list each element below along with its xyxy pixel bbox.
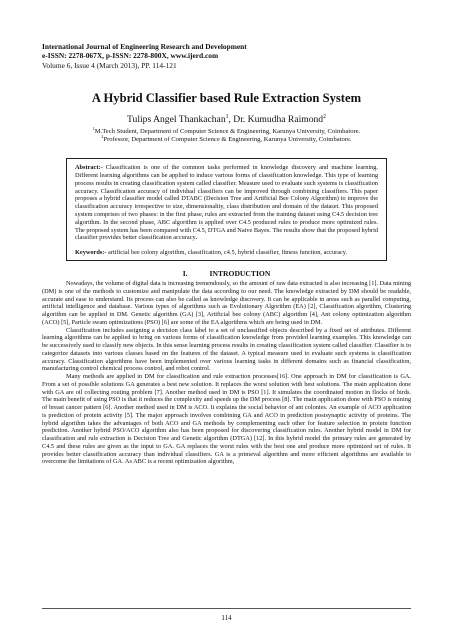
affiliation-2-text: Professor, Department of Computer Science & Engineering, Karunya University, Coimbatore.: [103, 136, 352, 144]
journal-volume: Volume 6, Issue 4 (March 2013), PP. 114-121: [42, 60, 177, 70]
section-number: I.: [182, 269, 188, 279]
paragraph: Nowadays, the volume of digital data is increasing tremendously, so the amount of raw data extracted is also increasing [1]. Data mining (DM) is one of the methods to customize and manipulate the data according to our need. The knowledge extracted by DM should be readable, accurate and ease to understand. Its process can also be called as knowledge discovery. It can be applicable in areas such as parallel computing, artificial intelligence and database. Various types of algorithms such as Evolutionary Algorithm (EA) [2], Classification algorithm, Clustering algorithm can be applied in DM. Genetic algorithm (GA) [3], Artificial bee colony (ABC) algorithm [4], Ant colony optimization algorithm (ACO) [5], Particle swam optimizations (PSO) [6] are some of the EA algorithms which are being used in DM.: [42, 280, 411, 326]
journal-issn: e-ISSN: 2278-067X, p-ISSN: 2278-800X, www.ijerd.com: [42, 51, 219, 61]
journal-header: [42, 42, 411, 70]
author-1: Tulips Angel Thankachan: [127, 113, 226, 125]
keywords-text: artificial bee colony algorithm, classification, c4.5, hybrid classifier, fitness function, accuracy.: [106, 249, 348, 257]
abstract-end-mark: .: [195, 234, 198, 242]
affiliation-2-sup: 2: [101, 133, 104, 139]
paragraph: Many methods are applied in DM for classification and rule extraction processes[16]. One approach in DM for classification is GA. From a set of possible solutions GA generates a best new solution. It replaces the worst solution with best solutions. The main application done with GA are oil collecting routing problem [7]. Another method used in DM is PSO [1]. It simulates the coordinated motion in flocks of birds. The main benefit of using PSO is that it reduces the complexity and speeds up the DM process [8]. The main application done with PSO is mining of breast cancer pattern [6]. Another method used in DM is ACO. It explains the social behavior of ant colonies. An example of ACO application is prediction of protein activity [5]. The major approach involves combining GA and ACO in prediction postsynaptic activity of proteins. The hybrid algorithm takes the advantages of both ACO and GA methods by complementing each other for feature selection in protein function prediction. Another hybrid PSO/ACO algorithm also has been proposed for discovering classification rules. Another hybrid model in DM for classification and rule extraction is Decision Tree and Genetic algorithm (DTGA) [12]. In this hybrid model the primary rules are generated by C4.5 and these rules are given as the input to GA. GA replaces the worst rules with the best one and produce more optimized set of rules. It provides better classification accuracy than individual classifiers. GA is a primeval algorithm and more efficient algorithms are available to overcome the limitations of GA. As ABC is a recent optimization algorithm,: [42, 373, 411, 466]
paper-authors: [42, 114, 411, 126]
affiliation-1-text: M.Tech Student, Department of Computer Science & Engineering, Karunya University, Coimbatore.: [94, 127, 361, 135]
affiliation-2: [42, 133, 411, 144]
author-2-sup: 2: [323, 113, 326, 120]
abstract: [75, 164, 378, 242]
body-text: [42, 280, 411, 466]
affiliation-1: [42, 125, 411, 136]
section-heading: [42, 269, 411, 278]
abstract-label: Abstract:-: [75, 164, 103, 172]
page-number: 114: [221, 614, 232, 622]
author-2: , Dr. Kumudha Raimond: [228, 113, 324, 125]
paragraph: Classification includes assigning a decision class label to a set of unclassified objects described by a fixed set of attributes. Different learning algorithms can be applied to bring on various forms of classification knowledge from provided learning examples. This knowledge can be successively used to classify new objects. In this sense learning process results in creating classification system called classifier. Classifier is to categorize datasets into various classes based on the features of the dataset. A typical measure used to evaluate such systems is classification accuracy. Classification algorithms have been implemented over various learning tasks in different domains such as financial classification, manufacturing control chemical process control, and robot control.: [42, 326, 411, 373]
footer-rule: [42, 608, 411, 609]
paper-title: A Hybrid Classifier based Rule Extraction System: [91, 90, 362, 105]
affiliation-1-sup: 1: [92, 125, 95, 131]
abstract-box: [66, 158, 387, 261]
keywords-label: Keywords:-: [75, 249, 107, 257]
affiliations: [42, 125, 411, 144]
author-1-sup: 1: [225, 113, 229, 120]
abstract-text: Classification is one of the common tasks performed in knowledge discovery and machine learning. Different learning algorithms can be applied to induce various forms of classification knowledge. This type of learning process results in creating classification system called classifier. Measure used to evaluate such systems is classification accuracy. Classification accuracy of individual classifiers can be improved through combining classifiers. This paper proposes a hybrid classifier model called DTABC (Decision Tree and Artificial Bee Colony Algorithm) to improve the classification accuracy irrespective to size, dimensionality, class distribution and domain of the dataset. This proposed system comprises of two phases: in the first phase, rules are extracted from the training dataset using C4.5 decision tree algorithm. In the second phase, ABC algorithm is applied over C4.5 produced rules to produce more optimized rules. The proposed system has been compared with C4.5, DTGA and Naive Bayes. The results show that the proposed hybrid classifier provides better classification accuracy: [75, 164, 378, 242]
keywords: [75, 249, 378, 257]
journal-name: International Journal of Engineering Research and Development: [42, 42, 247, 51]
section-title: INTRODUCTION: [209, 269, 271, 279]
